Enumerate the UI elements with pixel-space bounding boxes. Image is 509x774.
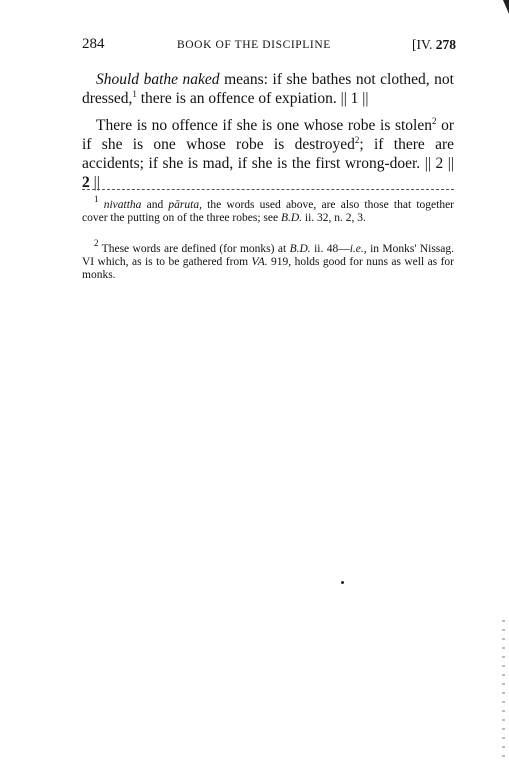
- book-reference: VA.: [251, 256, 268, 268]
- print-speck: [341, 581, 344, 584]
- page-edge-mark: [503, 0, 509, 14]
- defined-term: Should bathe naked: [96, 71, 220, 88]
- footnote-marker: 1: [94, 194, 99, 204]
- footnote-ref: 2: [354, 135, 360, 145]
- book-reference: B.D.: [280, 212, 303, 224]
- running-head: BOOK OF THE DISCIPLINE: [177, 39, 331, 51]
- page-edge-specks: [502, 620, 505, 760]
- section-prefix: [IV.: [411, 37, 436, 52]
- rule-number: 2: [82, 174, 90, 191]
- footnote-1: [82, 194, 455, 225]
- section-number: 278: [435, 37, 456, 52]
- page-number: 284: [82, 36, 105, 52]
- footnote-text: These words are defined (for monks) at: [98, 243, 290, 255]
- paragraph-no-offence: [82, 116, 454, 192]
- paragraph-text: there is an offence of expiation. || 1 ||: [136, 90, 369, 107]
- paragraph-text: means: if she bathes not clothed, not dressed,: [82, 71, 454, 107]
- footnote-2: [82, 238, 455, 282]
- paragraph-text: or if she is one whose robe is destroyed: [82, 117, 454, 153]
- footnote-text: in Monks' Nissag. VI which, as is to be gathered from: [82, 243, 455, 268]
- page-header: [82, 36, 456, 58]
- paragraph-text: ||: [89, 174, 100, 191]
- footnote-marker: 2: [94, 238, 99, 248]
- footnote-ref: 1: [132, 89, 137, 99]
- footnote-divider: [82, 189, 454, 190]
- pali-term: pāruta: [168, 199, 200, 211]
- abbreviation: i.e.,: [349, 243, 367, 255]
- footnote-text: 919, holds good for nuns as well as for monks.: [82, 256, 454, 281]
- footnote-text: , the words used above, are also those that together cover the putting on of the three robes; see: [82, 199, 455, 224]
- footnote-text: ii. 32, n. 2, 3.: [302, 212, 366, 224]
- paragraph-text: ; if there are accidents; if she is mad, if she is the first wrong-doer. || 2 ||: [82, 136, 454, 172]
- paragraph-definition: [82, 70, 454, 108]
- footnote-text: ii. 48—: [310, 243, 350, 255]
- footnote-ref: 2: [431, 116, 437, 126]
- section-reference: [412, 37, 456, 53]
- footnote-text: and: [141, 199, 169, 211]
- book-reference: B.D.: [289, 243, 311, 255]
- paragraph-text: There is no offence if she is one whose robe is stolen: [96, 117, 432, 134]
- pali-term: nivattha: [103, 199, 142, 211]
